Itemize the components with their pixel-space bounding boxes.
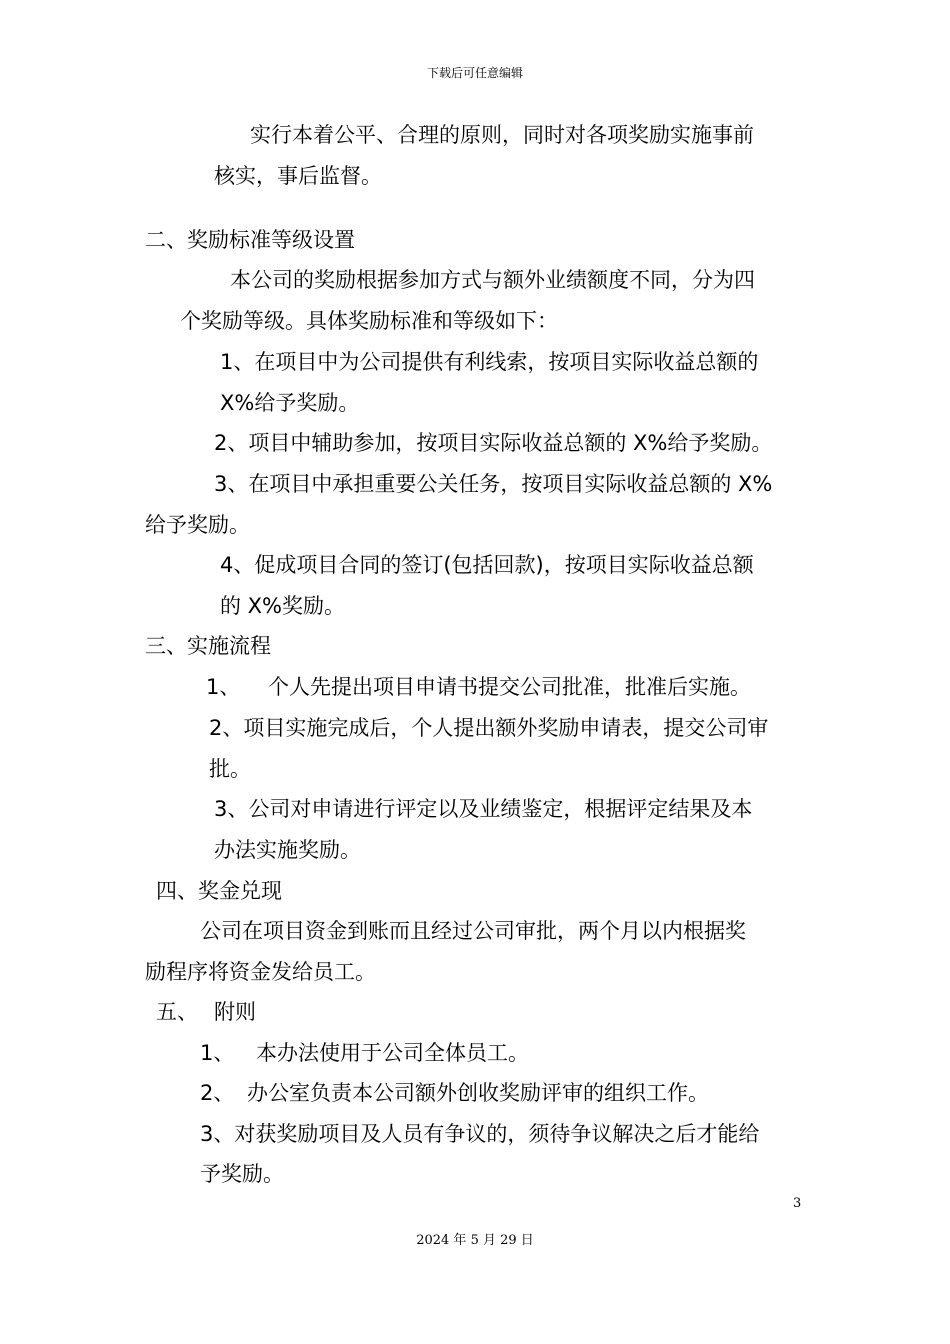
- section-5-item-2-number: 2、: [200, 1081, 235, 1105]
- section-2-item-4-line-2: 的 X%奖励。: [220, 594, 346, 618]
- section-2-item-1-line-2: X%给予奖励。: [220, 391, 360, 415]
- section-2-para-line-2: 个奖励等级。具体奖励标准和等级如下：: [180, 309, 558, 333]
- section-5-item-3-line-1: 3、对获奖励项目及人员有争议的，须待争议解决之后才能给: [200, 1122, 760, 1146]
- page-footer-date: 2024 年 5 月 29 日: [416, 1233, 534, 1248]
- section-5-item-2-text: 办公室负责本公司额外创收奖励评审的组织工作。: [247, 1081, 709, 1105]
- section-4-heading: 四、奖金兑现: [156, 879, 282, 903]
- section-2-heading: 二、奖励标准等级设置: [145, 228, 355, 252]
- section-3-item-3-line-2: 办法实施奖励。: [214, 838, 361, 862]
- section-5-item-1-number: 1、: [200, 1041, 235, 1065]
- section-2-item-3-line-1: 3、在项目中承担重要公关任务，按项目实际收益总额的 X%: [214, 472, 773, 496]
- section-3-item-3-line-1: 3、公司对申请进行评定以及业绩鉴定，根据评定结果及本: [214, 797, 753, 821]
- section-3-item-2-line-2: 批。: [209, 757, 251, 781]
- section-2-item-2: 2、项目中辅助参加，按项目实际收益总额的 X%给予奖励。: [214, 431, 773, 455]
- section-2-item-4-line-1: 4、促成项目合同的签订(包括回款)，按项目实际收益总额: [220, 553, 754, 577]
- section-2-para-line-1: 本公司的奖励根据参加方式与额外业绩额度不同，分为四: [230, 268, 755, 292]
- section-3-heading: 三、实施流程: [145, 634, 271, 658]
- section-3-item-1-number: 1、: [206, 675, 241, 699]
- section-5-item-3-line-2: 予奖励。: [200, 1162, 284, 1186]
- section-3-item-2-line-1: 2、项目实施完成后，个人提出额外奖励申请表，提交公司审: [209, 716, 769, 740]
- intro-line-2: 核实，事后监督。: [214, 164, 382, 188]
- section-4-para-line-1: 公司在项目资金到账而且经过公司审批，两个月以内根据奖: [200, 919, 746, 943]
- page-header: 下载后可任意编辑: [426, 66, 523, 80]
- section-2-item-3-line-2: 给予奖励。: [145, 513, 250, 537]
- section-5-item-1-text: 本办法使用于公司全体员工。: [256, 1041, 529, 1065]
- section-5-heading-text: 附则: [214, 1000, 256, 1024]
- section-3-item-1-text: 个人先提出项目申请书提交公司批准，批准后实施。: [268, 675, 751, 699]
- intro-line-1: 实行本着公平、合理的原则，同时对各项奖励实施事前: [250, 123, 754, 147]
- section-5-heading-number: 五、: [156, 1000, 198, 1024]
- section-2-item-1-line-1: 1、在项目中为公司提供有利线索，按项目实际收益总额的: [220, 350, 759, 374]
- section-4-para-line-2: 励程序将资金发给员工。: [145, 960, 376, 984]
- page-number: 3: [793, 1196, 802, 1211]
